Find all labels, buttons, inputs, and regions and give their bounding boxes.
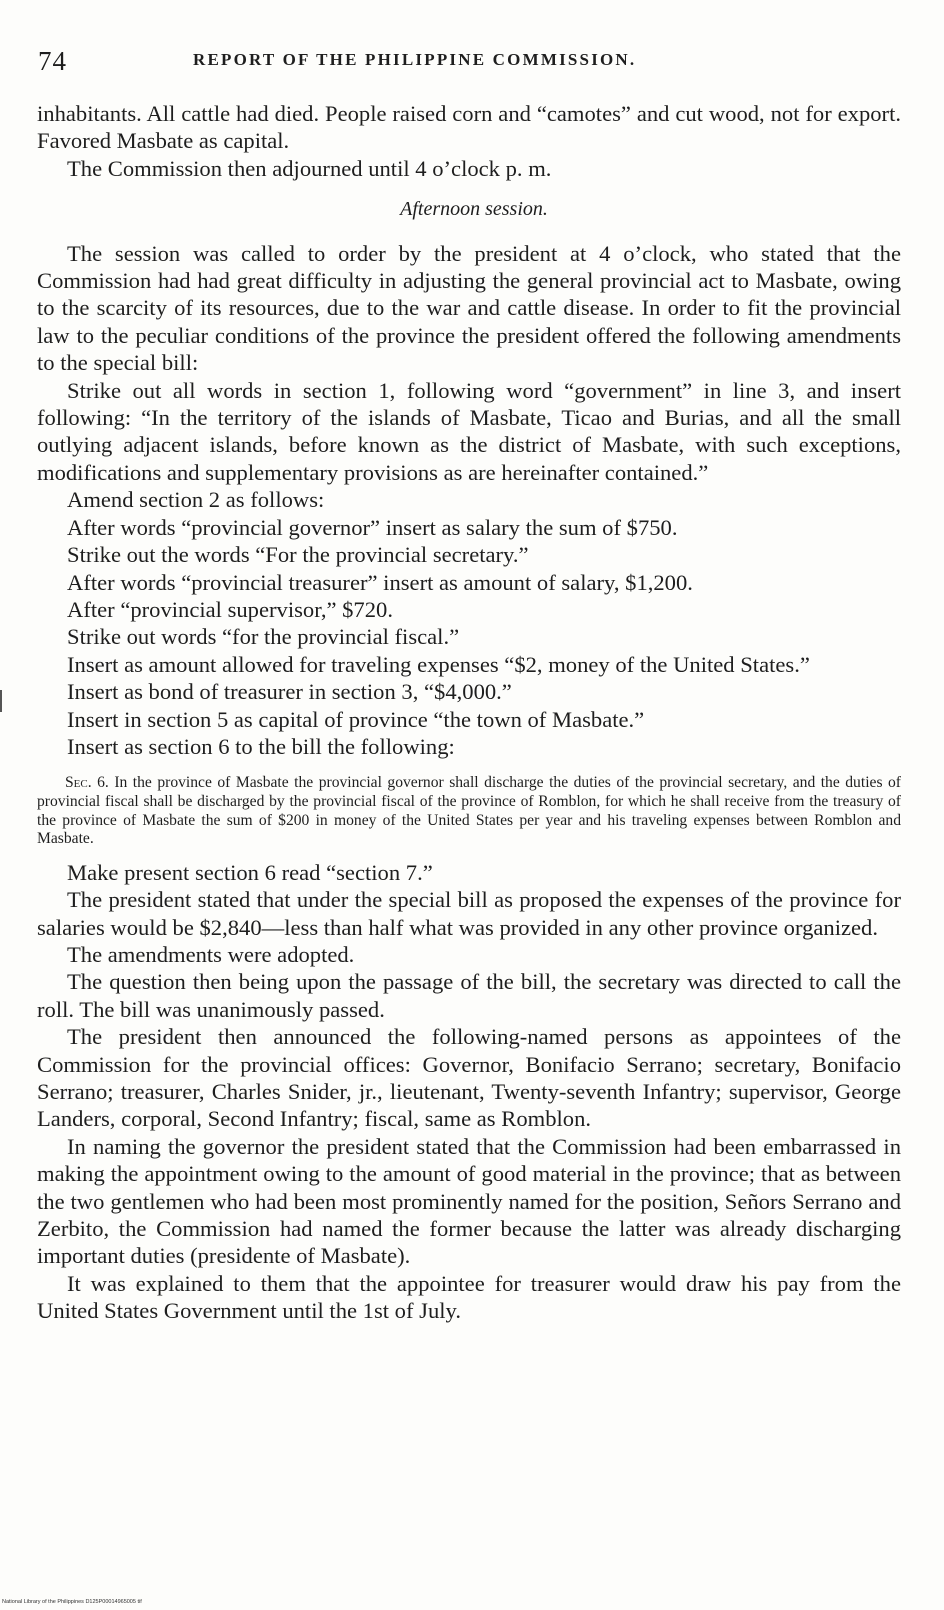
paragraph-continued: inhabitants. All cattle had died. People raised corn and “camotes” and cut wood, not for export. Favored Masbate as capital. [37, 101, 901, 154]
scan-footer: National Library of the Philippines D125P00014965005 tif [2, 1599, 142, 1605]
amendment-traveling-expenses: Insert as amount allowed for traveling expenses “$2, money of the United States.” [67, 651, 810, 677]
amendment-supervisor-salary: After “provincial supervisor,” $720. [67, 596, 393, 622]
quoted-section-label: Sec. 6. [65, 774, 109, 792]
amendment-insert-section-6: Insert as section 6 to the bill the following: [67, 733, 455, 759]
amendment-section-1: Strike out all words in section 1, following word “government” in line 3, and insert following: “In the territory of the islands of Masbate, Ticao and Burias, and all the small outlying adjacent islands, before known as the district of Masbate, with such exceptions, modifications and supplementary provisions as are hereinafter contained.” [37, 377, 901, 485]
paragraph-adjourned: The Commission then adjourned until 4 o’clock p. m. [67, 155, 552, 181]
paragraph-appointees: The president then announced the following-named persons as appointees of the Commission for the provincial offices: Governor, Bonifacio Serrano; secretary, Bonifacio Serrano; treasurer, Charles Snider, jr., lieutenant, Twenty-seventh Infantry; supervisor, George Landers, corporal, Second Infantry; fiscal, same as Romblon. [37, 1024, 901, 1132]
amendment-treasurer-salary: After words “provincial treasurer” insert as amount of salary, $1,200. [67, 569, 693, 595]
paragraph-session-opening: The session was called to order by the president at 4 o’clock, who stated that the Commission had had great difficulty in adjusting the general provincial act to Masbate, owing to the scarcity of its resources, due to the war and cattle disease. In order to fit the provincial law to the peculiar conditions of the province the president offered the following amendments to the special bill: [37, 240, 901, 376]
quoted-section-text: In the province of Masbate the provincial governor shall discharge the duties of the provincial secretary, and the duties of provincial fiscal shall be discharged by the provincial fiscal of the province of Romblon, for which he shall receive from the treasury of the province of Masbate the sum of $200 in money of the United States per year and his traveling expenses between Romblon and Masbate. [37, 774, 901, 848]
amendment-strike-fiscal: Strike out words “for the provincial fiscal.” [67, 624, 460, 650]
amendment-treasurer-bond: Insert as bond of treasurer in section 3, “$4,000.” [67, 679, 512, 705]
paragraph-renumber: Make present section 6 read “section 7.” [67, 859, 433, 885]
amendment-capital: Insert in section 5 as capital of province “the town of Masbate.” [67, 706, 645, 732]
page-body [37, 100, 901, 1325]
paragraph-governor-naming: In naming the governor the president stated that the Commission had been embarrassed in making the appointment owing to the amount of good material in the province; that as between the two gentlemen who had been most prominently named for the position, Señors Serrano and Zerbito, the Commission had named the former because the latter was already discharging important duties (presidente of Masbate). [37, 1133, 901, 1269]
margin-mark [0, 690, 2, 712]
section-subheading: Afternoon session. [400, 198, 548, 221]
paragraph-treasurer-pay: It was explained to them that the appointee for treasurer would draw his pay from the United States Government until the 1st of July. [37, 1270, 901, 1324]
page-number: 74 [38, 46, 67, 76]
page-header [38, 46, 898, 76]
paragraph-expenses: The president stated that under the special bill as proposed the expenses of the province for salaries would be $2,840—less than half what was provided in any other province organized. [37, 887, 901, 940]
paragraph-roll-call: The question then being upon the passage of the bill, the secretary was directed to call the roll. The bill was unanimously passed. [37, 969, 901, 1022]
amendment-section-2: Amend section 2 as follows: [67, 487, 325, 513]
running-head: REPORT OF THE PHILIPPINE COMMISSION. [193, 50, 637, 69]
paragraph-adopted: The amendments were adopted. [67, 941, 355, 967]
amendment-governor-salary: After words “provincial governor” insert as salary the sum of $750. [67, 514, 678, 540]
quoted-section-6 [37, 774, 901, 848]
amendment-strike-secretary: Strike out the words “For the provincial secretary.” [67, 542, 529, 568]
